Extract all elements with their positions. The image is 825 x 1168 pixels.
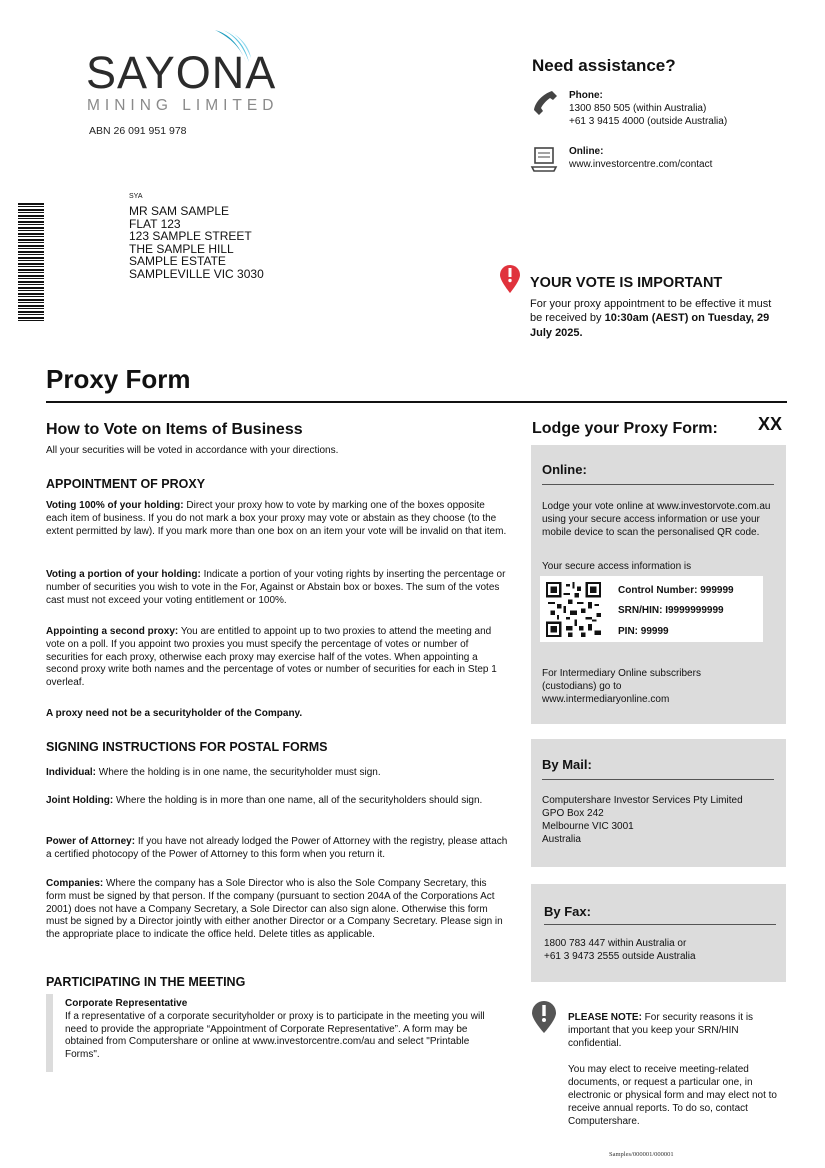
logo-wordmark: SAYONA (86, 47, 277, 98)
para-body: Where the company has a Sole Director who is also the Sole Company Secretary, this form must be signed by that person. If the company (pursuant to section 204A of the Corporations Act 2001) does not have a Company Secretary, a Sole Director can also sign alone. Otherwise this form must be signed by a Director jointly with either another Director or a Company Secretary. Please sign in the appropriate place to indicate the office held. Delete titles as applicable. (46, 878, 503, 941)
vote-important-title: YOUR VOTE IS IMPORTANT (530, 275, 723, 291)
mail-address-line: GPO Box 242 (542, 808, 604, 819)
intermediary-text: For Intermediary Online subscribers (custodians) go to www.intermediaryonline.com (542, 668, 701, 705)
form-code: XX (758, 414, 783, 434)
company-logo (86, 28, 306, 118)
para-body: Where the holding is in one name, the securityholder must sign. (96, 767, 381, 778)
signing-heading: SIGNING INSTRUCTIONS FOR POSTAL FORMS (46, 740, 328, 754)
address-line: THE SAMPLE HILL (129, 241, 234, 256)
access-intro: Your secure access information is (542, 561, 692, 572)
signing-para-individual (46, 767, 508, 780)
para-lead: Voting a portion of your holding: (46, 569, 201, 580)
barcode-icon (18, 203, 44, 323)
address-line: 123 SAMPLE STREET (129, 229, 252, 244)
para-body: If you have not already lodged the Power of Attorney with the registry, please attach a certified photocopy of the Power of Attorney to this form when you return it. (46, 836, 508, 860)
panel-divider (542, 484, 774, 485)
mail-panel-heading: By Mail: (542, 757, 592, 772)
address-line: MR SAM SAMPLE (129, 204, 230, 218)
how-to-vote-intro: All your securities will be voted in accordance with your directions. (46, 445, 339, 456)
logo-subtitle: MINING LIMITED (87, 97, 279, 114)
participating-heading: PARTICIPATING IN THE MEETING (46, 975, 246, 989)
panel-divider (542, 779, 774, 780)
appointment-note (46, 708, 508, 721)
para-body: You are entitled to appoint up to two proxies to attend the meeting and vote on a poll. If you appoint two proxies you must specify the percentage of votes or number of securities for each proxy, otherwise each proxy may exercise half of the votes. When appointing a second proxy write both names and the percentage of votes or number of securities for each in Step 1 overleaf. (46, 626, 497, 689)
pin-number: PIN: 99999 (618, 626, 669, 637)
vote-deadline-text (530, 297, 785, 340)
abn-number: ABN 26 091 951 978 (89, 125, 187, 137)
appointment-para-second (46, 626, 508, 690)
para-lead: Voting 100% of your holding: (46, 500, 184, 511)
control-number: Control Number: 999999 (618, 585, 734, 596)
vote-deadline-date: 10:30am (AEST) on Tuesday, 29 July 2025. (530, 312, 770, 339)
online-panel-heading: Online: (542, 462, 587, 477)
address-line: SAMPLE ESTATE (129, 254, 226, 269)
note-alert-icon (531, 1000, 557, 1034)
signing-para-companies (46, 878, 508, 942)
please-note-text (568, 1011, 783, 1128)
fax-number-line: 1800 783 447 within Australia or (544, 938, 687, 949)
signing-para-joint (46, 795, 508, 808)
page-title: Proxy Form (46, 364, 191, 394)
secure-access-box (540, 576, 763, 642)
para-lead: Individual: (46, 767, 96, 778)
mail-address-line: Computershare Investor Services Pty Limited (542, 795, 743, 806)
para-body: Where the holding is in more than one name, all of the securityholders should sign. (113, 795, 483, 806)
para-lead: Companies: (46, 878, 104, 889)
footer-reference: Samples/000001/000001 (609, 1151, 674, 1158)
mail-panel (531, 739, 786, 867)
phone-number-domestic: 1300 850 505 (within Australia) (569, 103, 707, 114)
panel-divider (544, 924, 776, 925)
mail-address (542, 794, 777, 846)
corp-rep-text: If a representative of a corporate securityholder or proxy is to participate in the meeting you will need to provide the appropriate “Appointment of Corporate Representative”. A form may be obtained from Computershare or online at www.investorcentre.com/au and select "Printable Forms". (65, 1010, 485, 1061)
para-lead: A proxy need not be a securityholder of the Company. (46, 708, 303, 719)
online-label: Online: (569, 146, 604, 157)
para-body: Direct your proxy how to vote by marking one of the boxes opposite each item of business. If you do not mark a box your proxy may vote or abstain as they choose (to the extent permitted by law). If you mark more than one box on an item your vote will be invalid on that item. (46, 500, 507, 537)
online-contact-url[interactable]: www.investorcentre.com/contact (569, 159, 713, 170)
fax-panel-heading: By Fax: (544, 904, 591, 919)
lodge-heading: Lodge your Proxy Form: (532, 420, 718, 437)
qr-code-icon[interactable] (546, 582, 601, 637)
title-divider (46, 401, 787, 403)
note-documents: You may elect to receive meeting-related documents, or request a particular one, in electronic or physical form and may elect not to receive annual reports. To do so, contact Computershare. (568, 1064, 777, 1127)
note-security (568, 1011, 783, 1050)
laptop-icon (530, 145, 558, 173)
fax-number-line: +61 3 9473 2555 outside Australia (544, 951, 696, 962)
para-lead: Joint Holding: (46, 795, 114, 806)
online-panel-text: Lodge your vote online at www.investorvote.com.au using your secure access information or use your mobile device to scan the personalised QR code. (542, 501, 771, 538)
appointment-para-portion (46, 569, 508, 607)
fax-panel (531, 884, 786, 982)
appointment-heading: APPOINTMENT OF PROXY (46, 477, 206, 491)
para-lead: Appointing a second proxy: (46, 626, 179, 637)
online-panel (531, 445, 786, 724)
address-line: SAMPLEVILLE VIC 3030 (129, 266, 264, 281)
fax-numbers (544, 937, 779, 963)
mail-address-line: Australia (542, 834, 581, 845)
phone-number-international: +61 3 9415 4000 (outside Australia) (569, 116, 728, 127)
appointment-para-full (46, 500, 508, 538)
note-body: For security reasons it is important that you keep your SRN/HIN confidential. (568, 1012, 754, 1049)
signing-para-attorney (46, 836, 508, 862)
note-lead: PLEASE NOTE: (568, 1012, 642, 1023)
para-body: Indicate a portion of your voting rights by inserting the percentage or number of securities you wish to vote in the For, Against or Abstain box or boxes. The sum of the votes cast must not exceed your voting entitlement or 100%. (46, 569, 506, 606)
phone-label: Phone: (569, 90, 603, 101)
vote-deadline-lead: For your proxy appointment to be effective it must be received by (530, 298, 772, 325)
para-lead: Power of Attorney: (46, 836, 136, 847)
mailing-address (129, 205, 264, 281)
how-to-vote-heading: How to Vote on Items of Business (46, 421, 303, 438)
assistance-title: Need assistance? (532, 56, 676, 75)
address-line: FLAT 123 (129, 216, 181, 231)
phone-icon (530, 89, 558, 117)
corporate-representative-box (46, 994, 498, 1072)
srn-hin: SRN/HIN: I9999999999 (618, 605, 724, 616)
mail-address-line: Melbourne VIC 3001 (542, 821, 634, 832)
corp-rep-title: Corporate Representative (65, 998, 188, 1009)
alert-icon (499, 264, 521, 294)
address-code: SYA (129, 193, 143, 200)
